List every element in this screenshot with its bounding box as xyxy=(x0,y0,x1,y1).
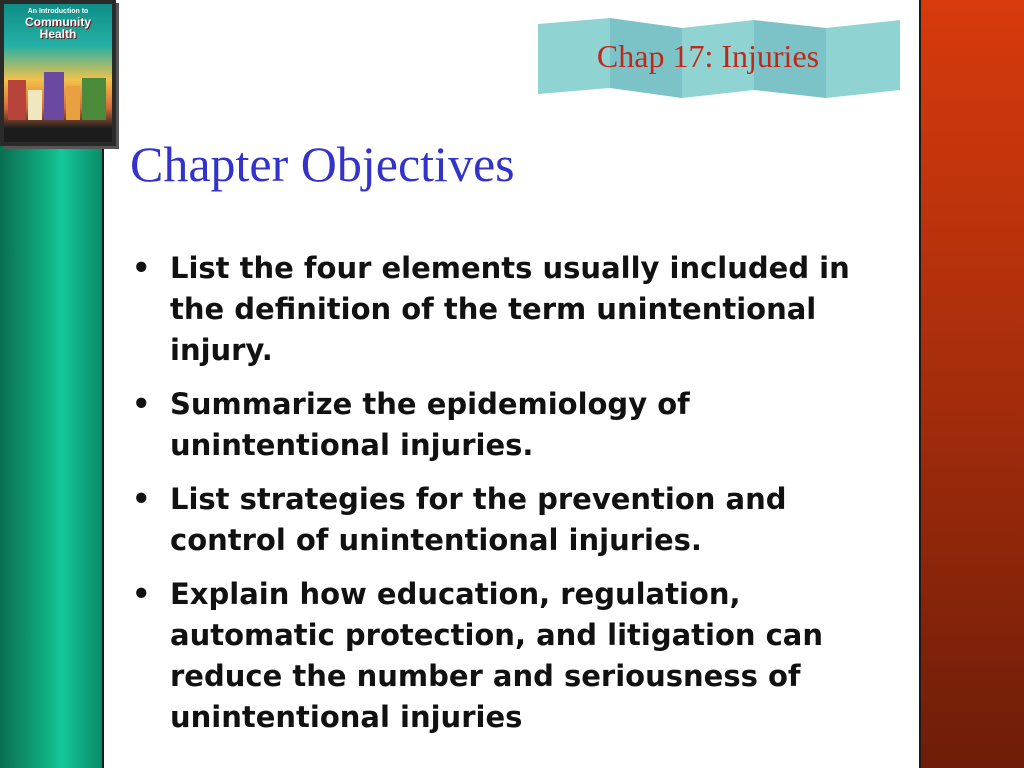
book-cover-title-line1: Community xyxy=(25,15,91,29)
building-shape xyxy=(8,80,26,120)
objective-item xyxy=(130,574,910,738)
bullet-marker: • xyxy=(132,387,151,421)
objective-text: List the four elements usually included in the definition of the term unintentional injury. xyxy=(170,251,850,367)
banner-label: Chap 17: Injuries xyxy=(596,38,820,74)
book-cover-footer xyxy=(4,128,112,142)
objective-item xyxy=(130,248,910,371)
objective-item xyxy=(130,479,910,561)
bullet-marker: • xyxy=(132,251,151,285)
building-shape xyxy=(66,86,80,120)
book-cover-title-line2: Health xyxy=(39,27,77,41)
objective-text: List strategies for the prevention and control of unintentional injuries. xyxy=(170,482,787,557)
book-cover-title xyxy=(4,16,112,40)
bullet-marker: • xyxy=(132,577,151,611)
bullet-marker: • xyxy=(132,482,151,516)
book-cover-art xyxy=(4,4,112,142)
book-cover-image xyxy=(0,0,116,146)
objectives-list xyxy=(130,248,910,751)
building-shape xyxy=(82,78,106,120)
building-shape xyxy=(28,90,42,120)
right-bar-edge xyxy=(919,0,921,768)
right-decorative-bar xyxy=(920,0,1024,768)
slide-title: Chapter Objectives xyxy=(130,136,515,192)
building-shape xyxy=(44,72,64,120)
objective-text: Summarize the epidemiology of unintentional injuries. xyxy=(170,387,690,462)
book-cover-subtitle: An Introduction to xyxy=(27,8,89,15)
objective-item xyxy=(130,384,910,466)
objective-text: Explain how education, regulation, automatic protection, and litigation can reduce the number and seriousness of unintentional injuries xyxy=(170,577,824,734)
